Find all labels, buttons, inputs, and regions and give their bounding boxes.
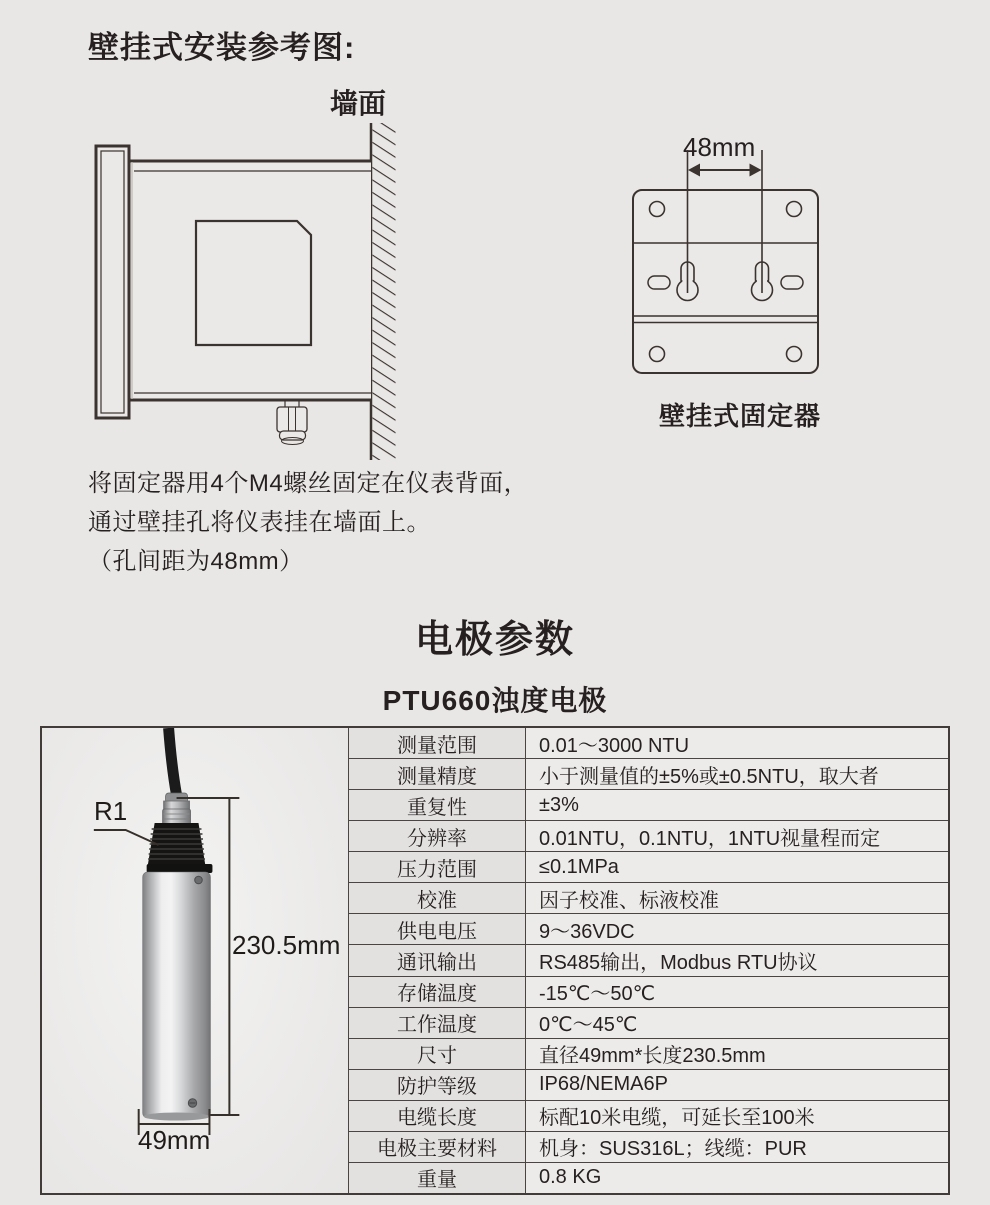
spec-label: 测量精度 — [349, 759, 526, 789]
spec-row — [349, 1131, 948, 1162]
sensor-body — [143, 872, 211, 1121]
params-heading: 电极参数 — [414, 619, 575, 661]
spec-row — [349, 1038, 948, 1069]
spec-row — [349, 1100, 948, 1131]
spec-row — [349, 758, 948, 789]
spec-label: 工作温度 — [349, 1008, 526, 1038]
note-line-1: 将固定器用4个M4螺丝固定在仪表背面， — [88, 470, 529, 497]
spec-label: 分辨率 — [349, 821, 526, 851]
spec-value: 标配10米电缆，可延长至100米 — [526, 1101, 948, 1131]
spec-label: 校准 — [349, 883, 526, 913]
sensor-thread — [147, 823, 213, 873]
spec-label: 电极主要材料 — [349, 1132, 526, 1162]
spec-row — [349, 882, 948, 913]
spec-label: 通讯输出 — [349, 945, 526, 975]
mounting-note — [88, 464, 528, 581]
instrument-side-view-diagram — [80, 120, 410, 465]
spec-row — [349, 789, 948, 820]
spec-label: 压力范围 — [349, 852, 526, 882]
thread-size-label: R1 — [94, 796, 128, 826]
spec-row — [349, 1162, 948, 1193]
bracket-caption: 壁挂式固定器 — [659, 401, 822, 431]
spec-label: 供电电压 — [349, 914, 526, 944]
note-line-3: （孔间距为48mm） — [88, 548, 304, 575]
diameter-label: 49mm — [138, 1125, 211, 1155]
sensor-photo-cell — [42, 728, 349, 1193]
spec-label: 存储温度 — [349, 977, 526, 1007]
spec-row — [349, 851, 948, 882]
spec-row — [349, 1069, 948, 1100]
spec-value: 小于测量值的±5%或±0.5NTU，取大者 — [526, 759, 948, 789]
spec-value: ≤0.1MPa — [526, 852, 948, 882]
model-subheading: PTU660浊度电极 — [382, 685, 608, 716]
spec-value: IP68/NEMA6P — [526, 1070, 948, 1100]
spec-rows — [349, 728, 948, 1193]
spec-value: 0.8 KG — [526, 1163, 948, 1193]
spec-row — [349, 728, 948, 758]
spec-table — [40, 726, 950, 1195]
spec-label: 重量 — [349, 1163, 526, 1193]
spec-row — [349, 913, 948, 944]
spec-value: 机身：SUS316L；线缆：PUR — [526, 1132, 948, 1162]
spec-label: 防护等级 — [349, 1070, 526, 1100]
spec-row — [349, 944, 948, 975]
spec-row — [349, 1007, 948, 1038]
wall-hatching — [373, 123, 396, 460]
spec-label: 尺寸 — [349, 1039, 526, 1069]
spec-row — [349, 976, 948, 1007]
bracket-plate — [633, 190, 818, 373]
spec-value: 0℃～45℃ — [526, 1008, 948, 1038]
cable-gland — [277, 400, 307, 445]
wall-bracket-diagram — [615, 130, 870, 390]
spec-value: ±3% — [526, 790, 948, 820]
spec-value: -15℃～50℃ — [526, 977, 948, 1007]
wall-surface-label: 墙面 — [330, 88, 387, 119]
sensor-cable — [169, 728, 177, 795]
spec-value: 直径49mm*长度230.5mm — [526, 1039, 948, 1069]
length-label: 230.5mm — [232, 930, 341, 960]
note-line-2: 通过壁挂孔将仪表挂在墙面上。 — [88, 509, 431, 536]
spec-value: 因子校准、标液校准 — [526, 883, 948, 913]
spec-row — [349, 820, 948, 851]
spec-value: RS485输出，Modbus RTU协议 — [526, 945, 948, 975]
spec-value: 0.01NTU，0.1NTU，1NTU视量程而定 — [526, 821, 948, 851]
spec-value: 0.01～3000 NTU — [526, 728, 948, 758]
spec-label: 电缆长度 — [349, 1101, 526, 1131]
spec-label: 重复性 — [349, 790, 526, 820]
bracket-dimension-label: 48mm — [683, 132, 756, 162]
spec-value: 9～36VDC — [526, 914, 948, 944]
spec-label: 测量范围 — [349, 728, 526, 758]
install-section-title: 壁挂式安装参考图: — [88, 30, 356, 65]
